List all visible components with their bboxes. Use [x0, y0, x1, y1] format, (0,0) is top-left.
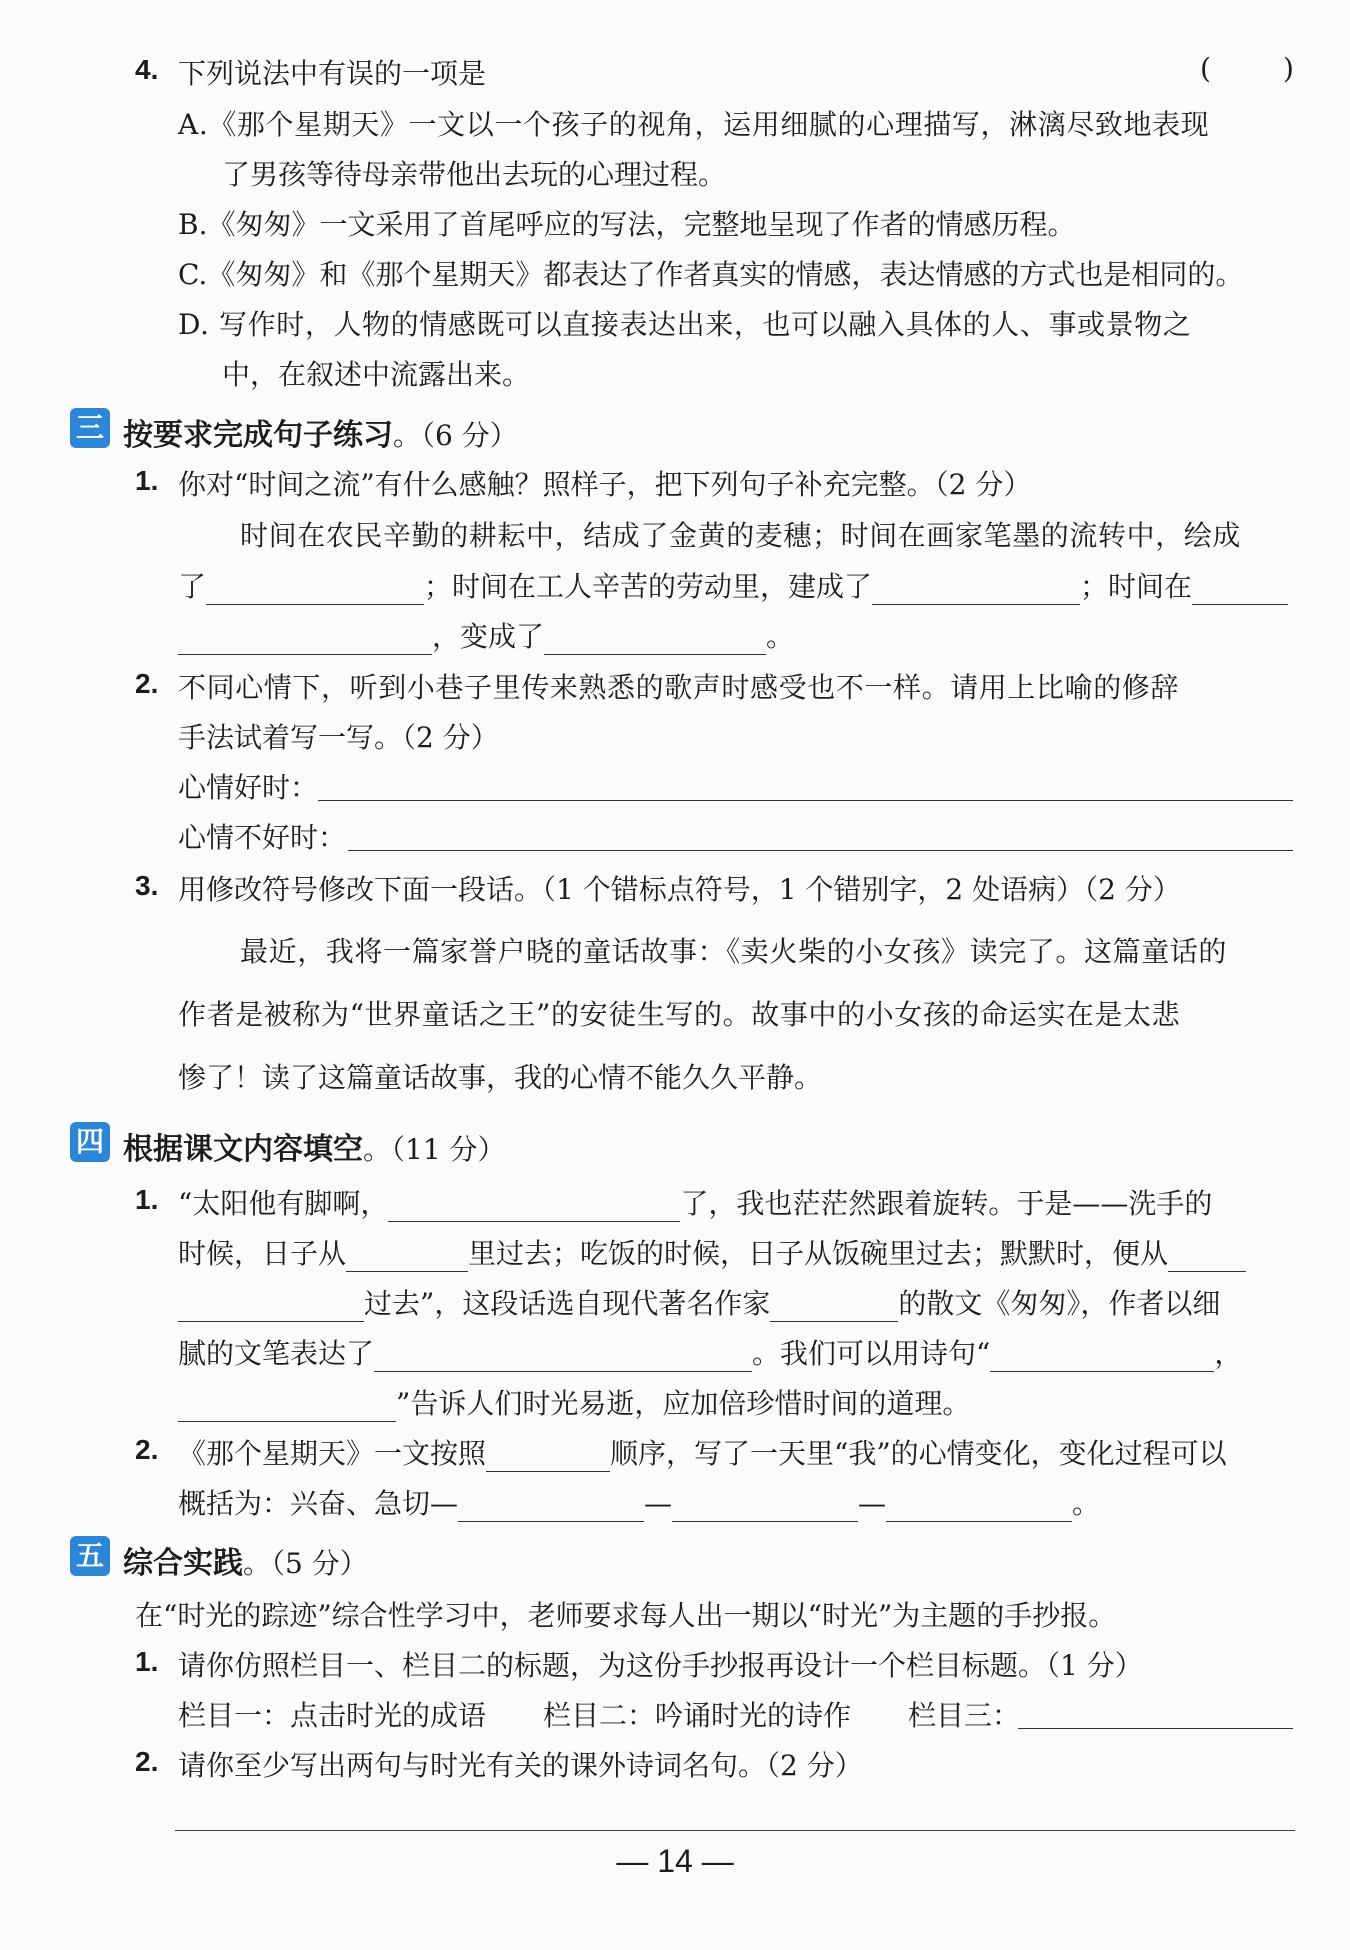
s5-q1-column-2: 栏目二：吟诵时光的诗作 — [543, 1699, 852, 1732]
s4-q1-line5 — [178, 1382, 970, 1422]
page-number: — 14 — — [616, 1843, 734, 1879]
s4-q2-text-sunday: 《那个星期天》一文按照 — [178, 1437, 487, 1470]
s3-q1-blank-5[interactable] — [544, 624, 766, 655]
s4-q2-line2 — [178, 1482, 1100, 1522]
s4-q2-number: 2. — [135, 1434, 159, 1465]
s3-q1-text-le: 了 — [178, 570, 207, 603]
s3-q2-good-mood-answer-line[interactable] — [318, 800, 1293, 801]
s3-q2-bad-mood-answer-line[interactable] — [348, 850, 1293, 851]
s4-q1-blank-1[interactable] — [388, 1191, 680, 1222]
s4-q2-dash-1: — — [644, 1487, 673, 1520]
s4-q2-text-order: 顺序，写了一天里“我”的心情变化，变化过程可以 — [610, 1437, 1227, 1470]
s4-q2-line1 — [178, 1432, 1227, 1472]
q4-option-a-line1: A.《那个星期天》一文以一个孩子的视角，运用细腻的心理描写，淋漓尽致地表现 — [178, 108, 1210, 141]
s3-q2-good-mood-label: 心情好时： — [178, 771, 319, 804]
s5-q2-answer-line[interactable] — [175, 1830, 1295, 1831]
section-3-badge: 三 — [70, 408, 110, 448]
q4-option-d-line2: 中，在叙述中流露出来。 — [222, 358, 531, 391]
s4-q1-blank-5[interactable] — [770, 1291, 898, 1322]
s3-q3-passage-line1: 最近，我将一篇家誉户晓的童话故事：《卖火柴的小女孩》读完了。这篇童话的 — [240, 935, 1228, 968]
q4-number: 4. — [135, 54, 159, 85]
s4-q1-text-comma: ， — [1214, 1337, 1243, 1370]
s4-q1-line3 — [178, 1282, 1220, 1322]
section-4-title: 根据课文内容填空 — [123, 1132, 363, 1167]
s3-q2-number: 2. — [135, 668, 159, 699]
s5-q1-number: 1. — [135, 1646, 159, 1677]
s3-q1-blank-1[interactable] — [206, 574, 424, 605]
s4-q1-blank-2[interactable] — [346, 1241, 468, 1272]
s4-q1-line1 — [178, 1182, 1212, 1222]
s4-q1-blank-8[interactable] — [178, 1391, 396, 1422]
s4-q1-text-cherish: ”告诉人们时光易逝，应加倍珍惜时间的道理。 — [396, 1387, 971, 1420]
s4-q2-blank-4[interactable] — [886, 1491, 1072, 1522]
s4-q1-line2 — [178, 1232, 1246, 1272]
section-3-heading — [123, 410, 518, 454]
s4-q2-blank-1[interactable] — [486, 1441, 610, 1472]
s3-q1-number: 1. — [135, 465, 159, 496]
s3-q2-bad-mood-label: 心情不好时： — [178, 821, 347, 854]
s4-q1-line4 — [178, 1332, 1242, 1372]
s3-q3-number: 3. — [135, 870, 159, 901]
s4-q1-text-poem: 。我们可以用诗句“ — [752, 1337, 991, 1370]
s3-q1-blank-2[interactable] — [872, 574, 1080, 605]
s4-q2-blank-2[interactable] — [458, 1491, 644, 1522]
s4-q1-blank-4[interactable] — [178, 1291, 364, 1322]
s4-q1-blank-6[interactable] — [374, 1341, 752, 1372]
q4-option-c: C.《匆匆》和《那个星期天》都表达了作者真实的情感，表达情感的方式也是相同的。 — [178, 258, 1244, 291]
s5-intro: 在“时光的踪迹”综合性学习中，老师要求每人出一期以“时光”为主题的手抄报。 — [135, 1599, 1117, 1632]
q4-answer-paren-open: ( — [1200, 52, 1211, 85]
section-4-score: 。（11 分） — [363, 1133, 506, 1166]
section-5-score: 。（5 分） — [243, 1547, 368, 1580]
s4-q1-text-spin: 了，我也茫茫然跟着旋转。于是——洗手的 — [680, 1187, 1213, 1220]
q4-option-b: B.《匆匆》一文采用了首尾呼应的写法，完整地呈现了作者的情感历程。 — [178, 208, 1076, 241]
s4-q1-text-sun: “太阳他有脚啊， — [178, 1187, 389, 1220]
s4-q2-text-summary: 概括为：兴奋、急切— — [178, 1487, 459, 1520]
section-3-title: 按要求完成句子练习 — [123, 418, 393, 453]
s3-q3-passage-line2: 作者是被称为“世界童话之王”的安徒生写的。故事中的小女孩的命运实在是太悲 — [178, 998, 1181, 1031]
s4-q2-blank-3[interactable] — [672, 1491, 858, 1522]
s3-q2-stem-line2: 手法试着写一写。（2 分） — [178, 721, 499, 754]
section-5-badge: 五 — [70, 1536, 110, 1576]
section-5-title: 综合实践 — [123, 1546, 243, 1581]
s3-q1-line2 — [178, 565, 1288, 605]
section-5-heading — [123, 1538, 368, 1582]
s4-q1-text-express: 腻的文笔表达了 — [178, 1337, 375, 1370]
s4-q1-blank-3[interactable] — [1168, 1241, 1246, 1272]
s4-q1-blank-7[interactable] — [990, 1341, 1214, 1372]
s3-q1-blank-3[interactable] — [1192, 574, 1288, 605]
s3-q3-stem: 用修改符号修改下面一段话。（1 个错标点符号，1 个错别字，2 处语病）（2 分） — [178, 873, 1181, 906]
s4-q1-text-wash: 时候，日子从 — [178, 1237, 347, 1270]
s5-q1-column-3-label: 栏目三： — [908, 1699, 1021, 1732]
s3-q1-line3 — [178, 615, 794, 655]
s4-q1-text-eat: 里过去；吃饭的时候，日子从饭碗里过去；默默时，便从 — [468, 1237, 1169, 1270]
q4-option-a-line2: 了男孩等待母亲带他出去玩的心理过程。 — [222, 158, 727, 191]
q4-answer-paren-close: ) — [1283, 52, 1294, 85]
section-3-score: 。（6 分） — [393, 419, 518, 452]
s3-q1-text-time-in: ；时间在 — [1080, 570, 1193, 603]
s3-q1-text-worker: ；时间在工人辛苦的劳动里，建成了 — [424, 570, 873, 603]
q4-option-d-line1: D. 写作时，人物的情感既可以直接表达出来，也可以融入具体的人、事或景物之 — [178, 308, 1192, 341]
s3-q1-example: 时间在农民辛勤的耕耘中，结成了金黄的麦穗；时间在画家笔墨的流转中，绘成 — [240, 519, 1242, 552]
s3-q1-blank-4[interactable] — [178, 624, 432, 655]
s4-q1-number: 1. — [135, 1184, 159, 1215]
s5-q1-column-3-answer-line[interactable] — [1018, 1728, 1293, 1729]
s5-q1-stem: 请你仿照栏目一、栏目二的标题，为这份手抄报再设计一个栏目标题。（1 分） — [178, 1649, 1143, 1682]
q4-stem: 下列说法中有误的一项是 — [178, 57, 487, 90]
s3-q2-stem-line1: 不同心情下，听到小巷子里传来熟悉的歌声时感受也不一样。请用上比喻的修辞 — [178, 671, 1180, 704]
s4-q1-text-essay: 的散文《匆匆》，作者以细 — [898, 1287, 1221, 1320]
section-4-heading — [123, 1124, 506, 1168]
s4-q1-text-author: 过去”，这段话选自现代著名作家 — [364, 1287, 771, 1320]
s5-q1-column-1: 栏目一：点击时光的成语 — [178, 1699, 487, 1732]
s4-q2-dash-2: — — [858, 1487, 887, 1520]
s3-q1-stem: 你对“时间之流”有什么感触？照样子，把下列句子补充完整。（2 分） — [178, 468, 1032, 501]
section-4-badge: 四 — [70, 1122, 110, 1162]
s5-q2-stem: 请你至少写出两句与时光有关的课外诗词名句。（2 分） — [178, 1749, 863, 1782]
s4-q2-text-end: 。 — [1072, 1487, 1101, 1520]
s3-q1-text-end: 。 — [766, 620, 795, 653]
s5-q2-number: 2. — [135, 1746, 159, 1777]
s3-q3-passage-line3: 惨了！读了这篇童话故事，我的心情不能久久平静。 — [178, 1061, 823, 1094]
s3-q1-text-became: ，变成了 — [432, 620, 545, 653]
